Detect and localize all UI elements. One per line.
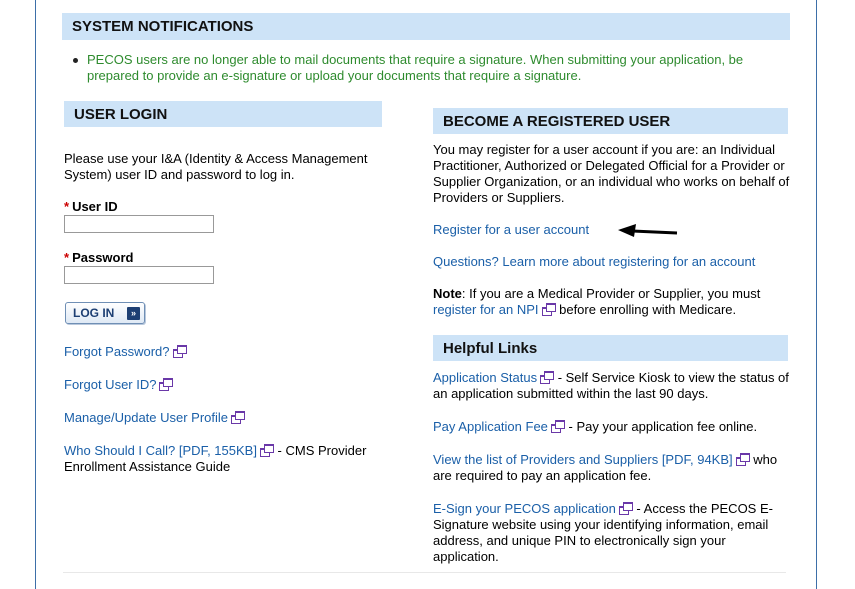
user-id-input[interactable] <box>64 215 214 233</box>
questions-row <box>433 254 755 270</box>
new-window-icon <box>159 378 173 389</box>
manage-profile-link[interactable]: Manage/Update User Profile <box>64 410 229 425</box>
application-status-link[interactable]: Application Status <box>433 370 538 385</box>
password-input[interactable] <box>64 266 214 284</box>
new-window-icon <box>231 411 245 422</box>
log-in-button[interactable] <box>65 302 145 324</box>
pay-fee-desc: - Pay your application fee online. <box>564 419 758 434</box>
user-id-label <box>64 199 118 214</box>
notification-item: PECOS users are no longer able to mail documents that require a signature. When submitting your application, be prepared to provide an e-signature or upload your documents that require a signature. <box>87 52 744 83</box>
new-window-icon <box>619 502 633 513</box>
new-window-icon <box>542 303 556 314</box>
password-label <box>64 250 133 265</box>
who-call-row <box>64 443 394 475</box>
required-mark: * <box>64 250 70 265</box>
chevron-double-right-icon: » <box>127 307 140 320</box>
register-header: BECOME A REGISTERED USER <box>433 108 788 134</box>
npi-note <box>433 286 793 318</box>
register-row <box>433 222 589 238</box>
register-intro: You may register for a user account if you are: an Individual Practitioner, Authorized or Delegated Official for a Provider or Supplier Organization, or an individual who works on behalf of Providers or Suppliers. <box>433 142 790 205</box>
forgot-user-id-link[interactable]: Forgot User ID? <box>64 377 157 392</box>
new-window-icon <box>540 371 554 382</box>
register-npi-link[interactable]: register for an NPI <box>433 302 539 317</box>
new-window-icon <box>173 345 187 356</box>
esign-row <box>433 501 793 565</box>
section-divider <box>63 572 786 573</box>
log-in-label: LOG IN <box>73 306 115 320</box>
forgot-user-id-row <box>64 377 173 393</box>
forgot-password-row <box>64 344 187 360</box>
bullet-dot <box>73 58 78 63</box>
pay-fee-link[interactable]: Pay Application Fee <box>433 419 548 434</box>
arrow-left-icon <box>618 222 680 240</box>
who-call-desc: - CMS Provider Enrollment Assistance Guide <box>64 443 367 474</box>
esign-desc: - Access the PECOS E-Signature website using your identifying information, email address, and unique PIN to electronically sign your application. <box>433 501 773 564</box>
providers-list-desc: who are required to pay an application fee. <box>433 452 778 483</box>
note-label: Note <box>433 286 462 301</box>
note-tail: before enrolling with Medicare. <box>555 302 737 317</box>
pay-fee-row <box>433 419 793 435</box>
who-call-link[interactable]: Who Should I Call? [PDF, 155KB] <box>64 443 257 458</box>
providers-list-link[interactable]: View the list of Providers and Suppliers [PDF, 94KB] <box>433 452 733 467</box>
note-text: : If you are a Medical Provider or Supplier, you must <box>461 286 761 301</box>
password-label-text: Password <box>72 250 134 265</box>
app-status-row <box>433 370 793 402</box>
notifications-header: SYSTEM NOTIFICATIONS <box>62 13 790 40</box>
login-intro: Please use your I&A (Identity & Access Management System) user ID and password to log in. <box>64 151 368 182</box>
register-account-link[interactable]: Register for a user account <box>433 222 590 237</box>
new-window-icon <box>736 453 750 464</box>
new-window-icon <box>260 444 274 455</box>
user-id-label-text: User ID <box>72 199 118 214</box>
esign-link[interactable]: E-Sign your PECOS application <box>433 501 616 516</box>
new-window-icon <box>551 420 565 431</box>
forgot-password-link[interactable]: Forgot Password? <box>64 344 170 359</box>
questions-link[interactable]: Questions? Learn more about registering for an account <box>433 254 756 269</box>
providers-list-row <box>433 452 793 484</box>
helpful-links-header: Helpful Links <box>433 335 788 361</box>
app-status-desc: - Self Service Kiosk to view the status of an application submitted within the last 90 days. <box>433 370 789 401</box>
user-login-header: USER LOGIN <box>64 101 382 127</box>
manage-profile-row <box>64 410 245 426</box>
required-mark: * <box>64 199 70 214</box>
